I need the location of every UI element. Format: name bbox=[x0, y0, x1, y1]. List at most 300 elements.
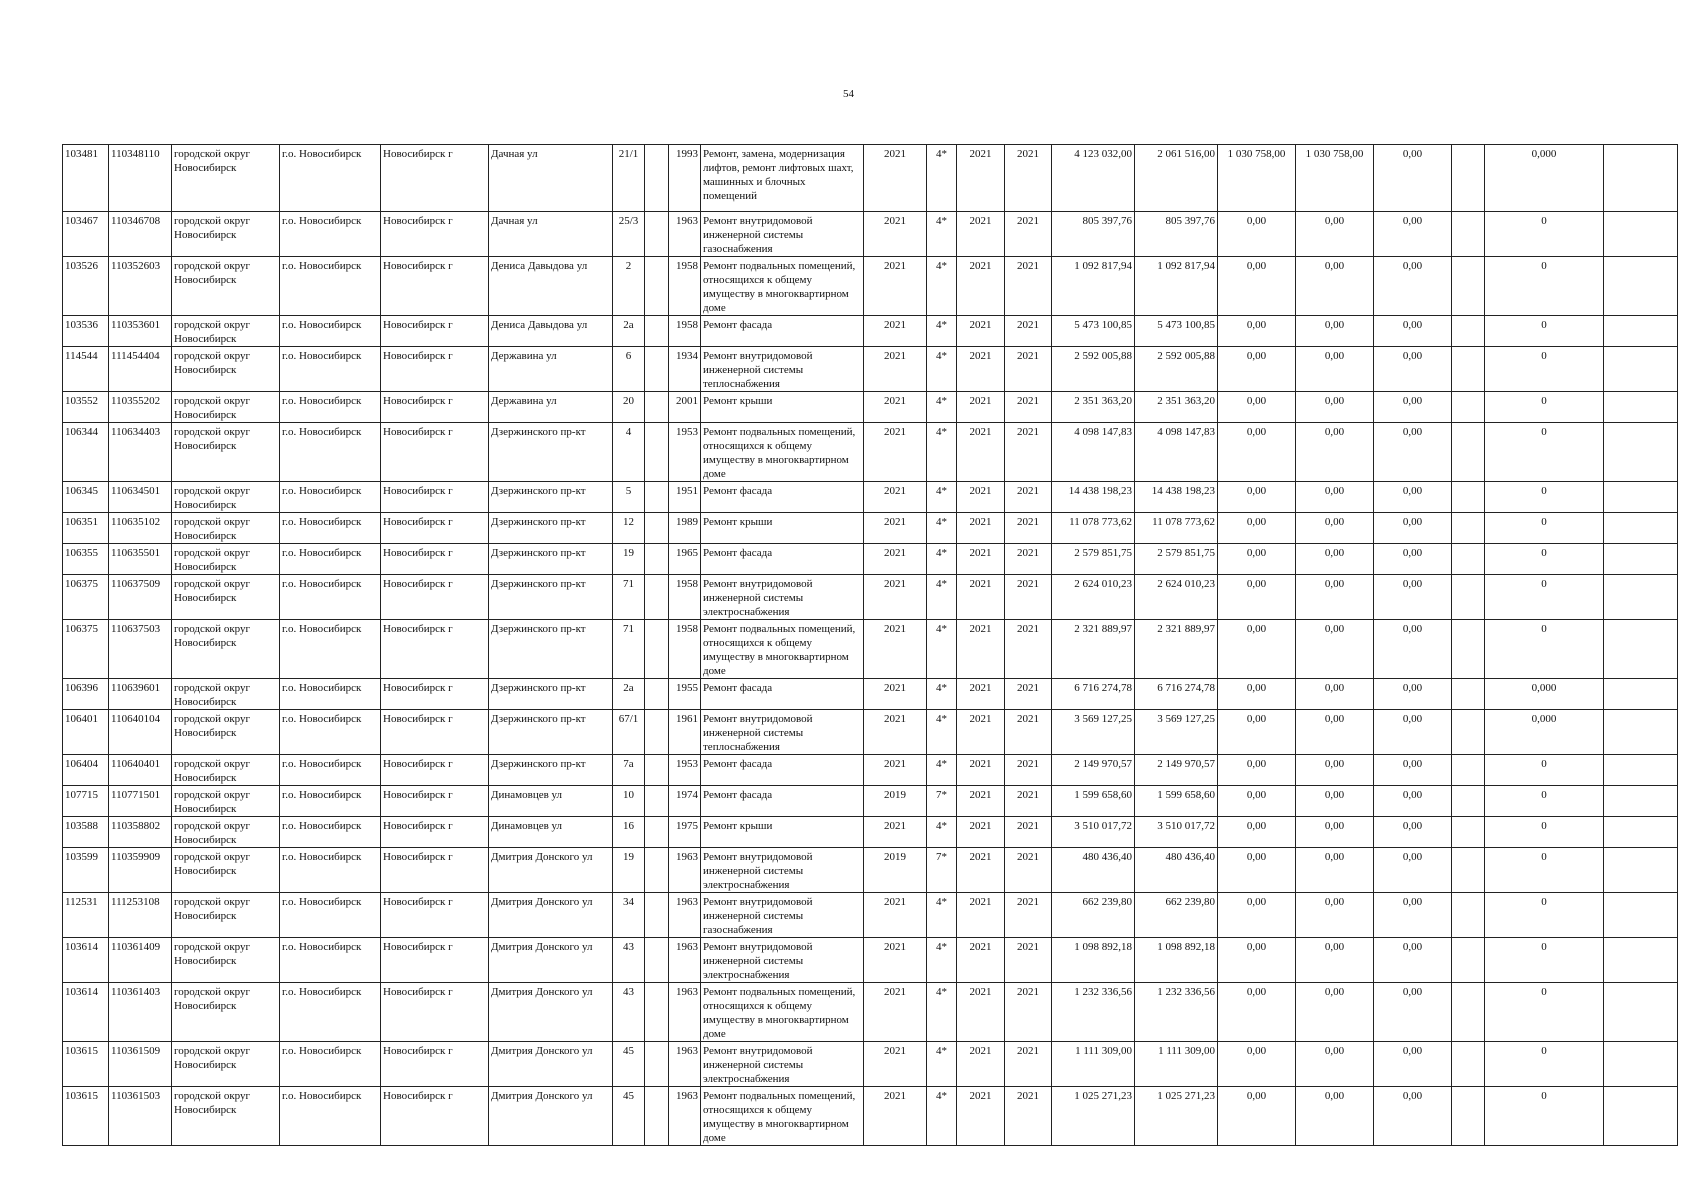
priority-cell: 7* bbox=[927, 848, 957, 893]
total-cost-cell: 1 098 892,18 bbox=[1052, 938, 1135, 983]
building-cell bbox=[645, 392, 669, 423]
plan-end-cell: 2021 bbox=[1005, 755, 1052, 786]
work-type-cell: Ремонт внутридомовой инженерной системы электроснабжения bbox=[701, 848, 864, 893]
work-type-cell: Ремонт фасада bbox=[701, 544, 864, 575]
street-cell: Дачная ул bbox=[489, 145, 613, 212]
priority-cell: 4* bbox=[927, 257, 957, 316]
spare-cell bbox=[1452, 316, 1485, 347]
fund-owners-cell: 0,00 bbox=[1296, 983, 1374, 1042]
spare-cell bbox=[1452, 347, 1485, 392]
work-type-cell: Ремонт внутридомовой инженерной системы теплоснабжения bbox=[701, 347, 864, 392]
house-code-cell: 110352603 bbox=[109, 257, 172, 316]
house-number-cell: 7а bbox=[613, 755, 645, 786]
spare-cell bbox=[1452, 983, 1485, 1042]
building-cell bbox=[645, 145, 669, 212]
table-row bbox=[63, 544, 1678, 575]
total-cost-cell: 1 092 817,94 bbox=[1052, 257, 1135, 316]
spare-cell bbox=[1452, 1042, 1485, 1087]
city-district-cell: г.о. Новосибирск bbox=[280, 513, 381, 544]
city-district-cell: г.о. Новосибирск bbox=[280, 212, 381, 257]
work-type-cell: Ремонт подвальных помещений, относящихся к общему имуществу в многоквартирном доме bbox=[701, 423, 864, 482]
city-district-cell: г.о. Новосибирск bbox=[280, 1042, 381, 1087]
locality-cell: Новосибирск г bbox=[381, 679, 489, 710]
fund-local-cell: 0,00 bbox=[1218, 679, 1296, 710]
notes-cell bbox=[1604, 575, 1678, 620]
start-year-cell: 2021 bbox=[864, 212, 927, 257]
house-number-cell: 2а bbox=[613, 316, 645, 347]
fund-local-cell: 0,00 bbox=[1218, 786, 1296, 817]
plan-end-cell: 2021 bbox=[1005, 212, 1052, 257]
building-cell bbox=[645, 513, 669, 544]
object-id-cell: 106345 bbox=[63, 482, 109, 513]
start-year-cell: 2021 bbox=[864, 513, 927, 544]
fund-other-cell: 0,00 bbox=[1374, 392, 1452, 423]
plan-start-cell: 2021 bbox=[957, 679, 1005, 710]
municipality-cell: городской округ Новосибирск bbox=[172, 482, 280, 513]
house-number-cell: 19 bbox=[613, 544, 645, 575]
building-cell bbox=[645, 710, 669, 755]
building-cell bbox=[645, 679, 669, 710]
spare-cell bbox=[1452, 1087, 1485, 1146]
house-code-cell: 110353601 bbox=[109, 316, 172, 347]
city-district-cell: г.о. Новосибирск bbox=[280, 938, 381, 983]
fund-regional-cell: 1 599 658,60 bbox=[1135, 786, 1218, 817]
start-year-cell: 2021 bbox=[864, 423, 927, 482]
object-id-cell: 103588 bbox=[63, 817, 109, 848]
city-district-cell: г.о. Новосибирск bbox=[280, 544, 381, 575]
table-row bbox=[63, 786, 1678, 817]
area-cell: 0 bbox=[1485, 347, 1604, 392]
object-id-cell: 103552 bbox=[63, 392, 109, 423]
fund-regional-cell: 1 092 817,94 bbox=[1135, 257, 1218, 316]
total-cost-cell: 662 239,80 bbox=[1052, 893, 1135, 938]
notes-cell bbox=[1604, 938, 1678, 983]
street-cell: Дениса Давыдова ул bbox=[489, 257, 613, 316]
spare-cell bbox=[1452, 893, 1485, 938]
fund-owners-cell: 0,00 bbox=[1296, 620, 1374, 679]
priority-cell: 4* bbox=[927, 755, 957, 786]
spare-cell bbox=[1452, 848, 1485, 893]
work-type-cell: Ремонт крыши bbox=[701, 817, 864, 848]
municipality-cell: городской округ Новосибирск bbox=[172, 1042, 280, 1087]
spare-cell bbox=[1452, 575, 1485, 620]
locality-cell: Новосибирск г bbox=[381, 575, 489, 620]
table-row bbox=[63, 1042, 1678, 1087]
building-cell bbox=[645, 1042, 669, 1087]
fund-owners-cell: 0,00 bbox=[1296, 817, 1374, 848]
year-built-cell: 1974 bbox=[669, 786, 701, 817]
work-type-cell: Ремонт внутридомовой инженерной системы электроснабжения bbox=[701, 1042, 864, 1087]
locality-cell: Новосибирск г bbox=[381, 513, 489, 544]
priority-cell: 4* bbox=[927, 1087, 957, 1146]
start-year-cell: 2021 bbox=[864, 620, 927, 679]
fund-regional-cell: 3 510 017,72 bbox=[1135, 817, 1218, 848]
start-year-cell: 2021 bbox=[864, 938, 927, 983]
spare-cell bbox=[1452, 257, 1485, 316]
work-type-cell: Ремонт подвальных помещений, относящихся к общему имуществу в многоквартирном доме bbox=[701, 1087, 864, 1146]
plan-start-cell: 2021 bbox=[957, 620, 1005, 679]
total-cost-cell: 4 123 032,00 bbox=[1052, 145, 1135, 212]
start-year-cell: 2021 bbox=[864, 710, 927, 755]
year-built-cell: 1993 bbox=[669, 145, 701, 212]
plan-end-cell: 2021 bbox=[1005, 316, 1052, 347]
city-district-cell: г.о. Новосибирск bbox=[280, 983, 381, 1042]
house-number-cell: 45 bbox=[613, 1042, 645, 1087]
house-code-cell: 111253108 bbox=[109, 893, 172, 938]
house-number-cell: 19 bbox=[613, 848, 645, 893]
work-type-cell: Ремонт фасада bbox=[701, 679, 864, 710]
start-year-cell: 2021 bbox=[864, 893, 927, 938]
year-built-cell: 1963 bbox=[669, 1042, 701, 1087]
area-cell: 0 bbox=[1485, 482, 1604, 513]
plan-start-cell: 2021 bbox=[957, 544, 1005, 575]
area-cell: 0 bbox=[1485, 983, 1604, 1042]
city-district-cell: г.о. Новосибирск bbox=[280, 620, 381, 679]
notes-cell bbox=[1604, 482, 1678, 513]
table-row bbox=[63, 710, 1678, 755]
priority-cell: 4* bbox=[927, 145, 957, 212]
street-cell: Дзержинского пр-кт bbox=[489, 620, 613, 679]
total-cost-cell: 1 025 271,23 bbox=[1052, 1087, 1135, 1146]
fund-other-cell: 0,00 bbox=[1374, 938, 1452, 983]
total-cost-cell: 2 351 363,20 bbox=[1052, 392, 1135, 423]
area-cell: 0 bbox=[1485, 938, 1604, 983]
fund-owners-cell: 0,00 bbox=[1296, 848, 1374, 893]
fund-other-cell: 0,00 bbox=[1374, 575, 1452, 620]
house-code-cell: 110640104 bbox=[109, 710, 172, 755]
house-number-cell: 2а bbox=[613, 679, 645, 710]
work-type-cell: Ремонт фасада bbox=[701, 786, 864, 817]
house-code-cell: 110634403 bbox=[109, 423, 172, 482]
building-cell bbox=[645, 257, 669, 316]
table-body bbox=[63, 145, 1678, 1146]
fund-local-cell: 0,00 bbox=[1218, 544, 1296, 575]
priority-cell: 4* bbox=[927, 893, 957, 938]
plan-end-cell: 2021 bbox=[1005, 938, 1052, 983]
notes-cell bbox=[1604, 423, 1678, 482]
year-built-cell: 1953 bbox=[669, 755, 701, 786]
fund-local-cell: 0,00 bbox=[1218, 893, 1296, 938]
municipality-cell: городской округ Новосибирск bbox=[172, 983, 280, 1042]
locality-cell: Новосибирск г bbox=[381, 817, 489, 848]
fund-other-cell: 0,00 bbox=[1374, 316, 1452, 347]
priority-cell: 4* bbox=[927, 710, 957, 755]
municipality-cell: городской округ Новосибирск bbox=[172, 212, 280, 257]
priority-cell: 4* bbox=[927, 620, 957, 679]
fund-regional-cell: 480 436,40 bbox=[1135, 848, 1218, 893]
house-number-cell: 6 bbox=[613, 347, 645, 392]
street-cell: Дзержинского пр-кт bbox=[489, 482, 613, 513]
table-row bbox=[63, 482, 1678, 513]
spare-cell bbox=[1452, 679, 1485, 710]
spare-cell bbox=[1452, 513, 1485, 544]
municipality-cell: городской округ Новосибирск bbox=[172, 817, 280, 848]
fund-local-cell: 0,00 bbox=[1218, 392, 1296, 423]
locality-cell: Новосибирск г bbox=[381, 893, 489, 938]
fund-other-cell: 0,00 bbox=[1374, 257, 1452, 316]
street-cell: Державина ул bbox=[489, 347, 613, 392]
year-built-cell: 1934 bbox=[669, 347, 701, 392]
notes-cell bbox=[1604, 983, 1678, 1042]
locality-cell: Новосибирск г bbox=[381, 1042, 489, 1087]
priority-cell: 4* bbox=[927, 513, 957, 544]
house-number-cell: 43 bbox=[613, 983, 645, 1042]
spare-cell bbox=[1452, 482, 1485, 513]
work-type-cell: Ремонт крыши bbox=[701, 513, 864, 544]
table-row bbox=[63, 257, 1678, 316]
start-year-cell: 2021 bbox=[864, 392, 927, 423]
street-cell: Дмитрия Донского ул bbox=[489, 1042, 613, 1087]
fund-local-cell: 0,00 bbox=[1218, 1087, 1296, 1146]
municipality-cell: городской округ Новосибирск bbox=[172, 145, 280, 212]
total-cost-cell: 11 078 773,62 bbox=[1052, 513, 1135, 544]
area-cell: 0 bbox=[1485, 513, 1604, 544]
fund-other-cell: 0,00 bbox=[1374, 423, 1452, 482]
plan-start-cell: 2021 bbox=[957, 893, 1005, 938]
fund-local-cell: 0,00 bbox=[1218, 423, 1296, 482]
fund-owners-cell: 0,00 bbox=[1296, 893, 1374, 938]
work-type-cell: Ремонт фасада bbox=[701, 316, 864, 347]
building-cell bbox=[645, 423, 669, 482]
building-cell bbox=[645, 848, 669, 893]
total-cost-cell: 5 473 100,85 bbox=[1052, 316, 1135, 347]
area-cell: 0 bbox=[1485, 212, 1604, 257]
plan-start-cell: 2021 bbox=[957, 710, 1005, 755]
fund-regional-cell: 805 397,76 bbox=[1135, 212, 1218, 257]
municipality-cell: городской округ Новосибирск bbox=[172, 513, 280, 544]
notes-cell bbox=[1604, 347, 1678, 392]
plan-end-cell: 2021 bbox=[1005, 575, 1052, 620]
house-number-cell: 34 bbox=[613, 893, 645, 938]
area-cell: 0 bbox=[1485, 817, 1604, 848]
plan-end-cell: 2021 bbox=[1005, 145, 1052, 212]
year-built-cell: 1963 bbox=[669, 1087, 701, 1146]
building-cell bbox=[645, 482, 669, 513]
fund-regional-cell: 2 624 010,23 bbox=[1135, 575, 1218, 620]
fund-regional-cell: 2 579 851,75 bbox=[1135, 544, 1218, 575]
locality-cell: Новосибирск г bbox=[381, 392, 489, 423]
total-cost-cell: 2 321 889,97 bbox=[1052, 620, 1135, 679]
table-row bbox=[63, 679, 1678, 710]
fund-other-cell: 0,00 bbox=[1374, 513, 1452, 544]
year-built-cell: 1958 bbox=[669, 316, 701, 347]
work-type-cell: Ремонт подвальных помещений, относящихся к общему имуществу в многоквартирном доме bbox=[701, 983, 864, 1042]
street-cell: Дзержинского пр-кт bbox=[489, 710, 613, 755]
total-cost-cell: 2 592 005,88 bbox=[1052, 347, 1135, 392]
spare-cell bbox=[1452, 212, 1485, 257]
house-code-cell: 110361409 bbox=[109, 938, 172, 983]
plan-start-cell: 2021 bbox=[957, 513, 1005, 544]
total-cost-cell: 3 569 127,25 bbox=[1052, 710, 1135, 755]
priority-cell: 4* bbox=[927, 482, 957, 513]
city-district-cell: г.о. Новосибирск bbox=[280, 482, 381, 513]
area-cell: 0 bbox=[1485, 1042, 1604, 1087]
table-row bbox=[63, 848, 1678, 893]
fund-local-cell: 0,00 bbox=[1218, 848, 1296, 893]
fund-local-cell: 0,00 bbox=[1218, 817, 1296, 848]
plan-start-cell: 2021 bbox=[957, 575, 1005, 620]
work-type-cell: Ремонт внутридомовой инженерной системы электроснабжения bbox=[701, 938, 864, 983]
house-number-cell: 43 bbox=[613, 938, 645, 983]
locality-cell: Новосибирск г bbox=[381, 212, 489, 257]
area-cell: 0,000 bbox=[1485, 679, 1604, 710]
fund-owners-cell: 0,00 bbox=[1296, 482, 1374, 513]
notes-cell bbox=[1604, 710, 1678, 755]
object-id-cell: 103599 bbox=[63, 848, 109, 893]
area-cell: 0 bbox=[1485, 316, 1604, 347]
building-cell bbox=[645, 575, 669, 620]
year-built-cell: 1963 bbox=[669, 848, 701, 893]
house-code-cell: 110348110 bbox=[109, 145, 172, 212]
plan-start-cell: 2021 bbox=[957, 316, 1005, 347]
house-number-cell: 25/3 bbox=[613, 212, 645, 257]
work-type-cell: Ремонт фасада bbox=[701, 482, 864, 513]
object-id-cell: 103481 bbox=[63, 145, 109, 212]
fund-owners-cell: 0,00 bbox=[1296, 392, 1374, 423]
fund-regional-cell: 6 716 274,78 bbox=[1135, 679, 1218, 710]
table-row bbox=[63, 145, 1678, 212]
locality-cell: Новосибирск г bbox=[381, 755, 489, 786]
year-built-cell: 1953 bbox=[669, 423, 701, 482]
plan-start-cell: 2021 bbox=[957, 145, 1005, 212]
year-built-cell: 2001 bbox=[669, 392, 701, 423]
house-code-cell: 110635501 bbox=[109, 544, 172, 575]
area-cell: 0,000 bbox=[1485, 710, 1604, 755]
street-cell: Дзержинского пр-кт bbox=[489, 423, 613, 482]
locality-cell: Новосибирск г bbox=[381, 620, 489, 679]
street-cell: Дениса Давыдова ул bbox=[489, 316, 613, 347]
table-row bbox=[63, 347, 1678, 392]
house-number-cell: 20 bbox=[613, 392, 645, 423]
start-year-cell: 2021 bbox=[864, 983, 927, 1042]
plan-start-cell: 2021 bbox=[957, 482, 1005, 513]
fund-regional-cell: 4 098 147,83 bbox=[1135, 423, 1218, 482]
city-district-cell: г.о. Новосибирск bbox=[280, 145, 381, 212]
object-id-cell: 112531 bbox=[63, 893, 109, 938]
year-built-cell: 1963 bbox=[669, 212, 701, 257]
table-row bbox=[63, 212, 1678, 257]
house-code-cell: 110771501 bbox=[109, 786, 172, 817]
fund-local-cell: 0,00 bbox=[1218, 938, 1296, 983]
notes-cell bbox=[1604, 620, 1678, 679]
street-cell: Дмитрия Донского ул bbox=[489, 1087, 613, 1146]
city-district-cell: г.о. Новосибирск bbox=[280, 848, 381, 893]
plan-start-cell: 2021 bbox=[957, 755, 1005, 786]
locality-cell: Новосибирск г bbox=[381, 423, 489, 482]
work-type-cell: Ремонт подвальных помещений, относящихся к общему имуществу в многоквартирном доме bbox=[701, 257, 864, 316]
fund-regional-cell: 11 078 773,62 bbox=[1135, 513, 1218, 544]
fund-owners-cell: 0,00 bbox=[1296, 710, 1374, 755]
fund-regional-cell: 2 321 889,97 bbox=[1135, 620, 1218, 679]
plan-start-cell: 2021 bbox=[957, 392, 1005, 423]
notes-cell bbox=[1604, 893, 1678, 938]
fund-local-cell: 0,00 bbox=[1218, 983, 1296, 1042]
priority-cell: 4* bbox=[927, 817, 957, 848]
fund-local-cell: 0,00 bbox=[1218, 482, 1296, 513]
priority-cell: 4* bbox=[927, 423, 957, 482]
municipality-cell: городской округ Новосибирск bbox=[172, 544, 280, 575]
page-number: 54 bbox=[843, 88, 854, 100]
total-cost-cell: 4 098 147,83 bbox=[1052, 423, 1135, 482]
house-number-cell: 16 bbox=[613, 817, 645, 848]
notes-cell bbox=[1604, 755, 1678, 786]
city-district-cell: г.о. Новосибирск bbox=[280, 893, 381, 938]
notes-cell bbox=[1604, 1087, 1678, 1146]
street-cell: Дзержинского пр-кт bbox=[489, 513, 613, 544]
notes-cell bbox=[1604, 392, 1678, 423]
plan-end-cell: 2021 bbox=[1005, 347, 1052, 392]
municipality-cell: городской округ Новосибирск bbox=[172, 347, 280, 392]
building-cell bbox=[645, 212, 669, 257]
object-id-cell: 106344 bbox=[63, 423, 109, 482]
locality-cell: Новосибирск г bbox=[381, 1087, 489, 1146]
notes-cell bbox=[1604, 1042, 1678, 1087]
work-type-cell: Ремонт подвальных помещений, относящихся к общему имуществу в многоквартирном доме bbox=[701, 620, 864, 679]
plan-end-cell: 2021 bbox=[1005, 482, 1052, 513]
start-year-cell: 2021 bbox=[864, 257, 927, 316]
total-cost-cell: 2 624 010,23 bbox=[1052, 575, 1135, 620]
house-code-cell: 111454404 bbox=[109, 347, 172, 392]
table-row bbox=[63, 513, 1678, 544]
fund-regional-cell: 662 239,80 bbox=[1135, 893, 1218, 938]
spare-cell bbox=[1452, 938, 1485, 983]
start-year-cell: 2021 bbox=[864, 1042, 927, 1087]
house-code-cell: 110361403 bbox=[109, 983, 172, 1042]
table-row bbox=[63, 893, 1678, 938]
fund-other-cell: 0,00 bbox=[1374, 786, 1452, 817]
building-cell bbox=[645, 786, 669, 817]
fund-regional-cell: 1 232 336,56 bbox=[1135, 983, 1218, 1042]
municipality-cell: городской округ Новосибирск bbox=[172, 316, 280, 347]
work-type-cell: Ремонт, замена, модернизация лифтов, ремонт лифтовых шахт, машинных и блочных помещений bbox=[701, 145, 864, 212]
house-code-cell: 110637503 bbox=[109, 620, 172, 679]
area-cell: 0 bbox=[1485, 257, 1604, 316]
spare-cell bbox=[1452, 755, 1485, 786]
area-cell: 0 bbox=[1485, 544, 1604, 575]
spare-cell bbox=[1452, 710, 1485, 755]
plan-start-cell: 2021 bbox=[957, 983, 1005, 1042]
plan-end-cell: 2021 bbox=[1005, 679, 1052, 710]
city-district-cell: г.о. Новосибирск bbox=[280, 316, 381, 347]
street-cell: Дзержинского пр-кт bbox=[489, 755, 613, 786]
municipality-cell: городской округ Новосибирск bbox=[172, 938, 280, 983]
start-year-cell: 2021 bbox=[864, 482, 927, 513]
priority-cell: 4* bbox=[927, 679, 957, 710]
total-cost-cell: 3 510 017,72 bbox=[1052, 817, 1135, 848]
house-code-cell: 110640401 bbox=[109, 755, 172, 786]
area-cell: 0,000 bbox=[1485, 145, 1604, 212]
locality-cell: Новосибирск г bbox=[381, 544, 489, 575]
plan-start-cell: 2021 bbox=[957, 347, 1005, 392]
street-cell: Дмитрия Донского ул bbox=[489, 938, 613, 983]
locality-cell: Новосибирск г bbox=[381, 848, 489, 893]
work-type-cell: Ремонт внутридомовой инженерной системы газоснабжения bbox=[701, 212, 864, 257]
street-cell: Дзержинского пр-кт bbox=[489, 544, 613, 575]
locality-cell: Новосибирск г bbox=[381, 983, 489, 1042]
spare-cell bbox=[1452, 544, 1485, 575]
total-cost-cell: 1 232 336,56 bbox=[1052, 983, 1135, 1042]
plan-start-cell: 2021 bbox=[957, 817, 1005, 848]
notes-cell bbox=[1604, 848, 1678, 893]
street-cell: Динамовцев ул bbox=[489, 786, 613, 817]
building-cell bbox=[645, 347, 669, 392]
fund-regional-cell: 2 351 363,20 bbox=[1135, 392, 1218, 423]
table-row bbox=[63, 938, 1678, 983]
fund-regional-cell: 1 025 271,23 bbox=[1135, 1087, 1218, 1146]
fund-other-cell: 0,00 bbox=[1374, 212, 1452, 257]
year-built-cell: 1958 bbox=[669, 620, 701, 679]
year-built-cell: 1965 bbox=[669, 544, 701, 575]
